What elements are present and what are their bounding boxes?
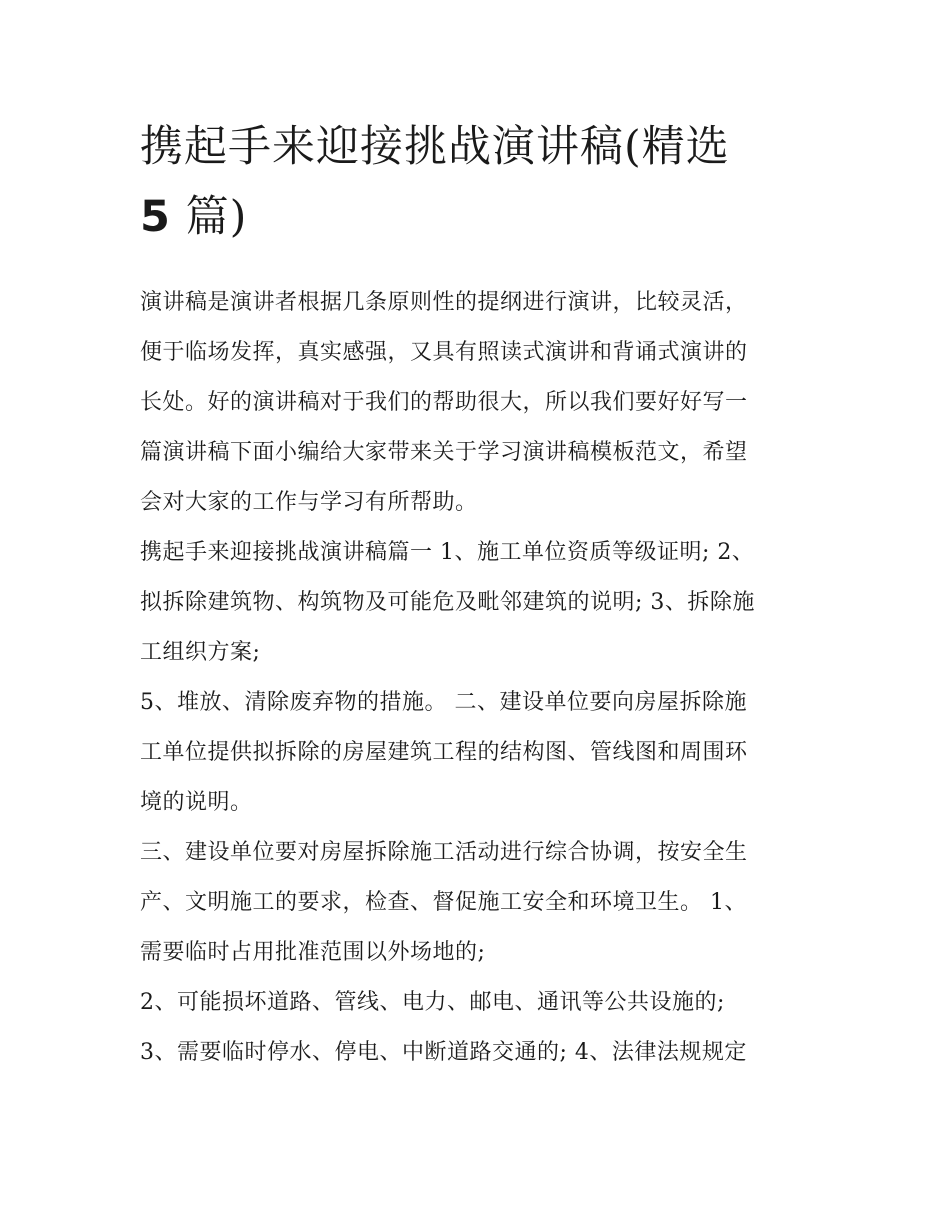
paragraph-line: 5、堆放、清除废弃物的措施。 二、建设单位要向房屋拆除施 [140, 690, 747, 715]
paragraph-line: 拟拆除建筑物、构筑物及可能危及毗邻建筑的说明; 3、拆除施 [140, 590, 755, 615]
paragraph-line: 境的说明。 [140, 790, 253, 815]
document-body [140, 278, 816, 1078]
paragraph-line: 会对大家的工作与学习有所帮助。 [140, 490, 478, 515]
paragraph-3 [140, 678, 816, 828]
paragraph-2 [140, 528, 816, 678]
paragraph-line: 长处。好的演讲稿对于我们的帮助很大，所以我们要好好写一 [140, 390, 748, 415]
paragraph-line: 3、需要临时停水、停电、中断道路交通的; 4、法律法规规定 [140, 1040, 747, 1065]
paragraph-5 [140, 978, 816, 1028]
paragraph-6 [140, 1028, 816, 1078]
paragraph-line: 2、可能损坏道路、管线、电力、邮电、通讯等公共设施的; [140, 990, 725, 1015]
paragraph-line: 携起手来迎接挑战演讲稿篇一 1、施工单位资质等级证明; 2、 [140, 540, 755, 565]
paragraph-line: 需要临时占用批准范围以外场地的; [140, 940, 486, 965]
paragraph-line: 工组织方案; [140, 640, 261, 665]
paragraph-line: 三、建设单位要对房屋拆除施工活动进行综合协调，按安全生 [140, 840, 748, 865]
title-line-1: 携起手来迎接挑战演讲稿(精选 [140, 122, 730, 172]
paragraph-line: 篇演讲稿下面小编给大家带来关于学习演讲稿模板范文，希望 [140, 440, 748, 465]
paragraph-4 [140, 828, 816, 978]
document-title [140, 112, 816, 252]
title-number: 5 [140, 192, 171, 242]
document-page [140, 112, 816, 1078]
title-line-2: 篇) [170, 192, 248, 242]
paragraph-line: 产、文明施工的要求，检查、督促施工安全和环境卫生。 1、 [140, 890, 747, 915]
paragraph-1 [140, 278, 816, 528]
paragraph-line: 演讲稿是演讲者根据几条原则性的提纲进行演讲，比较灵活， [140, 290, 748, 315]
paragraph-line: 便于临场发挥，真实感强，又具有照读式演讲和背诵式演讲的 [140, 340, 748, 365]
paragraph-line: 工单位提供拟拆除的房屋建筑工程的结构图、管线图和周围环 [140, 740, 748, 765]
